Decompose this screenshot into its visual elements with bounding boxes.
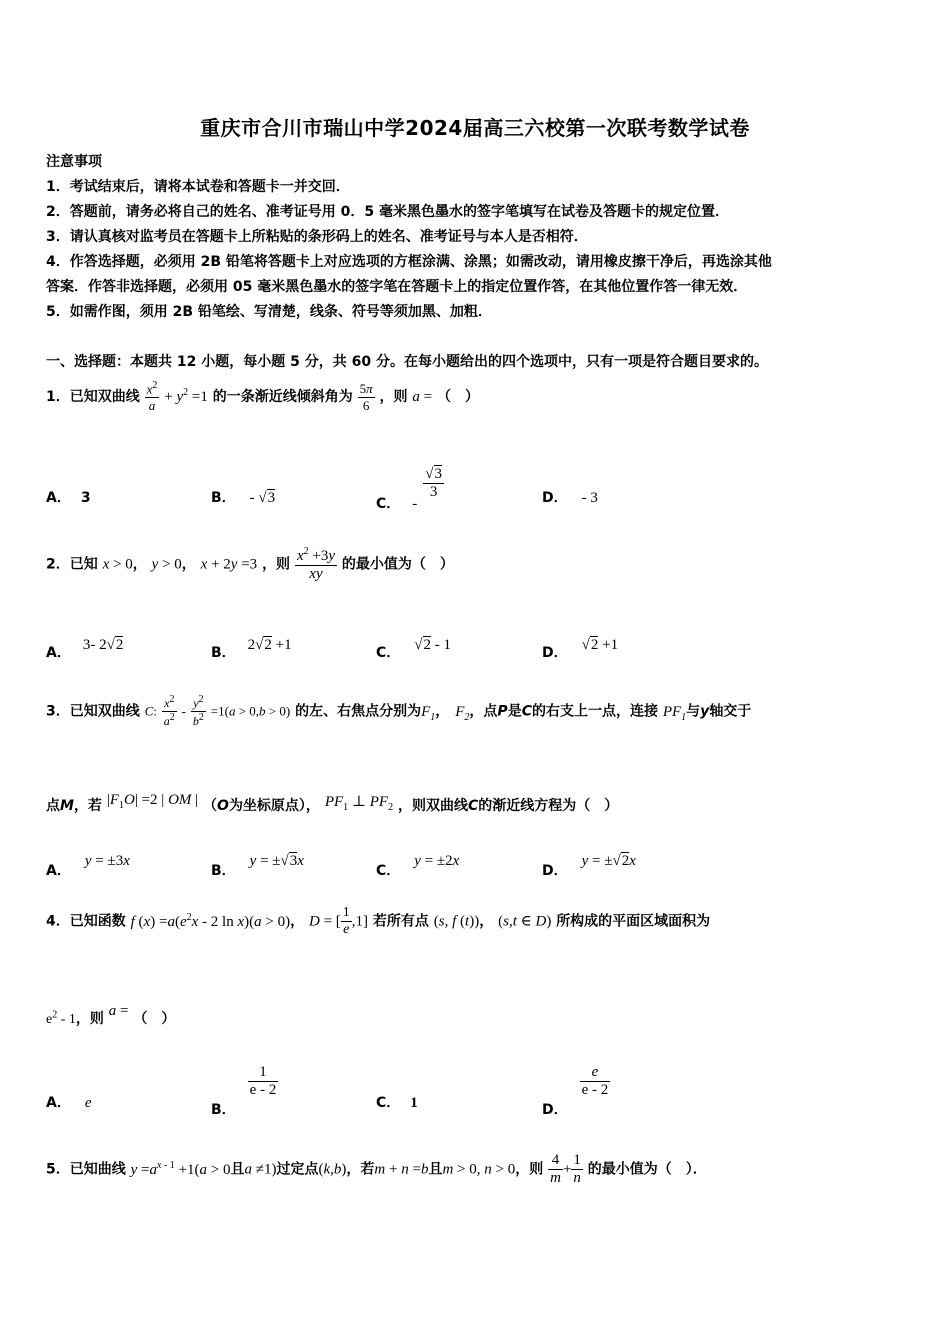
option-value: √2 +1	[581, 637, 619, 653]
option-value-sign: -	[412, 495, 418, 512]
q3-condition: $|F_1O| =2$ | OM |	[106, 792, 199, 811]
q2-cond-y: y	[151, 556, 159, 573]
q2-sep: ，	[132, 556, 147, 573]
q2-option-a[interactable]	[46, 634, 124, 661]
option-value: - 3	[581, 490, 598, 506]
q3-perp: $PF_1$ ⊥ $PF_2$	[324, 794, 394, 813]
q4-point: (s, f (t))	[433, 913, 480, 930]
q1-option-d[interactable]	[542, 487, 598, 507]
section-heading: 一、选择题：本题共 12 小题，每小题 5 分，共 60 分。在每小题给出的四个选项中，只有一项是符合题目要求的。	[46, 354, 768, 370]
q4-lead: 4．已知函数	[46, 913, 126, 930]
q2-cond-x: x	[102, 556, 110, 573]
option-value: 2√2 +1	[247, 637, 292, 653]
option-label: B．	[211, 863, 236, 879]
q2-option-d[interactable]	[542, 634, 619, 661]
q2-option-c[interactable]	[376, 634, 452, 661]
q1-tail: （ ）	[437, 389, 479, 406]
q3-frac-y: $\frac{y^2}{b^2}$	[192, 694, 204, 728]
q5-text: ，若	[346, 1161, 375, 1178]
option-value: - √3	[249, 490, 276, 506]
option-label: C．	[376, 645, 401, 661]
q1-option-c[interactable]	[376, 466, 444, 512]
option-label: D．	[542, 863, 568, 879]
q4-option-b[interactable]	[211, 1064, 278, 1118]
q3-lead: 3．已知双曲线	[46, 703, 140, 720]
option-value: y = ±2x	[414, 853, 460, 869]
q4-var: a	[108, 1003, 117, 1019]
q3-text: 的右支上一点，连接	[531, 703, 658, 720]
option-label: D．	[542, 645, 568, 661]
option-label: C．	[376, 1095, 401, 1111]
q2-sep: ，	[181, 556, 196, 573]
q1-var: a	[412, 389, 420, 406]
question-3-line-2	[46, 792, 619, 817]
q4-function: f $(x) =a(e^2x - 2$ ln x)(a > 0)	[130, 911, 291, 930]
q4-text: 若所有点	[372, 913, 429, 930]
q3-curve-c: C	[521, 703, 532, 720]
option-label: C．	[376, 863, 401, 879]
notice-item: 3．请认真核对监考员在答题卡上所粘贴的条形码上的姓名、准考证号与本人是否相符．	[46, 229, 588, 245]
q4-text: ，	[479, 913, 494, 930]
option-label: B．	[211, 1101, 236, 1118]
q3-text: 的渐近线方程为（ ）	[478, 798, 619, 814]
q3-text: 与	[686, 703, 701, 720]
q4-text: ，	[290, 913, 305, 930]
q3-text: ，	[435, 703, 450, 720]
option-label: B．	[211, 490, 236, 506]
notice-item: 5．如需作图，须用 2B 铅笔绘、写清楚，线条、符号等须加黑、加粗．	[46, 304, 492, 320]
question-3: 3．已知双曲线 C: $\frac{x^2}{a^2}$ - $\frac{y^2}{b^2}$ =1(a > 0,b > 0) 的左、右焦点分别为$F_1$， $F_2$，点P是C的右支上一点，连接 $PF_1$与y轴交于	[46, 694, 752, 728]
q4-text: 所构成的平面区域面积为	[556, 913, 711, 930]
q5-eq: m + n =b	[374, 1161, 429, 1178]
q3-option-a[interactable]	[46, 850, 130, 879]
option-value: 3- 2√2	[82, 637, 124, 653]
q3-text: 的左、右焦点分别为	[295, 703, 422, 720]
q3-curve: C	[144, 703, 154, 719]
question-4-line-2: $e^2 - 1$，则 a = （ ）	[46, 1003, 176, 1027]
q4-option-d[interactable]	[542, 1064, 610, 1118]
q3-text: ，点	[469, 703, 498, 720]
q3-text: ，若	[73, 798, 102, 814]
q2-then: ，则	[262, 556, 291, 573]
q3-text: 轴交于	[709, 703, 752, 720]
q3-text: 为坐标原点），	[228, 798, 320, 814]
q1-mid: 的一条渐近线倾斜角为	[212, 389, 353, 406]
q3-axis-y: y	[700, 703, 710, 720]
option-value: y = ±√3x	[249, 853, 304, 869]
option-value: y = ±3x	[84, 853, 130, 869]
option-value: 3	[80, 490, 91, 506]
question-2: 2．已知 x > 0， y > 0， x + 2y =3 ，则 $\frac{x^2 +3y}{xy}$ 的最小值为（ ）	[46, 546, 454, 582]
q5-text: 且	[428, 1161, 443, 1178]
q5-frac-2: $\frac{1}{n}$	[573, 1152, 581, 1186]
q4-domain-frac: $\frac{1}{e}$	[342, 905, 350, 937]
option-value: $\frac{e}{e - 2}$	[581, 1064, 609, 1098]
q4-condition: (s,t ∈ D)	[498, 913, 552, 930]
q3-text: （	[203, 798, 218, 814]
q3-option-b[interactable]	[211, 850, 304, 879]
q5-text: 且	[230, 1161, 245, 1178]
notice-item: 2．答题前，请务必将自己的姓名、准考证号用 0．5 毫米黑色墨水的签字笔填写在试卷及答题卡的规定位置．	[46, 204, 729, 220]
option-label: A．	[46, 645, 71, 661]
q3-origin: O	[217, 798, 229, 814]
q3-f1: $F_1$	[421, 703, 436, 723]
q5-lead: 5．已知曲线	[46, 1161, 126, 1178]
option-label: C．	[376, 495, 401, 512]
q3-option-c[interactable]	[376, 850, 460, 879]
q1-formula-rest: + $y^2 =1$	[164, 387, 208, 406]
q3-cond: =1(a > 0,b > 0)	[210, 703, 291, 719]
option-label: D．	[542, 1101, 568, 1118]
page-title: 重庆市合川市瑞山中学2024届高三六校第一次联考数学试卷	[200, 116, 750, 140]
q1-lead: 1．已知双曲线	[46, 389, 140, 406]
q5-curve: $y =a^{x - 1} +1(a > 0$	[130, 1159, 231, 1178]
q2-end: 的最小值为（ ）	[341, 556, 454, 573]
q1-hyperbola-formula: $\frac{x^2}{a}$	[146, 380, 158, 414]
notice-item: 答案．作答非选择题，必须用 05 毫米黑色墨水的签字笔在答题卡上的指定位置作答，在其他位置作答一律无效．	[46, 279, 748, 295]
q4-text: ，则	[75, 1011, 104, 1027]
q3-text: 点	[46, 798, 60, 814]
q4-area: $e^2 - 1$	[46, 1009, 76, 1027]
q4-option-c[interactable]	[376, 1092, 418, 1112]
notice-heading: 注意事项	[46, 154, 102, 170]
q1-angle: $\frac{5\pi}{6}$	[359, 380, 373, 413]
q5-frac-1: $\frac{4}{m}$	[550, 1152, 561, 1186]
q5-cond: a ≠1)	[244, 1161, 277, 1178]
q3-text: 是	[507, 703, 522, 720]
q5-text: ，则	[515, 1161, 544, 1178]
q4-option-a[interactable]	[46, 1092, 92, 1112]
option-value: √2 - 1	[414, 637, 452, 653]
q3-point-p: P	[497, 703, 508, 720]
q3-option-d[interactable]	[542, 850, 636, 879]
q1-option-b[interactable]	[211, 487, 275, 507]
q3-f2: $F_2$	[455, 703, 470, 723]
q2-option-b[interactable]	[211, 634, 292, 661]
option-value: 1	[410, 1095, 418, 1111]
option-label: A．	[46, 863, 71, 879]
option-label: A．	[46, 490, 71, 506]
q5-ineq: m > 0, n > 0	[442, 1161, 516, 1178]
q3-curve-c: C	[467, 798, 479, 814]
option-label: B．	[211, 645, 236, 661]
notice-item: 4．作答选择题，必须用 2B 铅笔将答题卡上对应选项的方框涂满、涂黑；如需改动，请用橡皮擦干净后，再选涂其他	[46, 254, 772, 270]
option-value: $\frac{√3}{3}$	[425, 466, 443, 500]
q3-text: ，则双曲线	[397, 798, 468, 814]
question-5: 5．已知曲线 $y =a^{x - 1} +1(a > 0$且a ≠1)过定点(k,b)，若m + n =b且m > 0, n > 0，则 $\frac{4}{m}$ + $\frac{1}{n}$ 的最小值为（ ）．	[46, 1152, 707, 1186]
q5-text: 过定点	[276, 1161, 319, 1178]
q2-cond-sum: x	[200, 556, 208, 573]
question-1: 1．已知双曲线 $\frac{x^2}{a}$ + $y^2 =1$ 的一条渐近线倾斜角为 $\frac{5\pi}{6}$ ，则 a = （ ）	[46, 380, 479, 414]
option-label: D．	[542, 490, 568, 506]
option-value: y = ±√2x	[581, 853, 636, 869]
q4-text: （ ）	[133, 1011, 176, 1027]
notice-item: 1．考试结束后，请将本试卷和答题卡一并交回．	[46, 179, 350, 195]
q3-point-m: M	[60, 798, 74, 814]
q1-end: ，则	[379, 389, 408, 406]
q5-point: (k,b)	[318, 1161, 347, 1178]
option-value: e	[84, 1095, 92, 1111]
q4-domain: D = [	[308, 913, 341, 930]
q3-pf1: $PF_1$	[662, 703, 687, 723]
option-value: $\frac{1}{e - 2}$	[249, 1064, 277, 1098]
q5-text: 的最小值为（ ）．	[587, 1161, 707, 1178]
question-4: 4．已知函数 f $(x) =a(e^2x - 2$ ln x)(a > 0)， D = [ $\frac{1}{e}$ ,1] 若所有点 (s, f (t))， (s,t ∈ D) 所构成的平面区域面积为	[46, 905, 711, 937]
q2-expression: $\frac{x^2 +3y}{xy}$	[296, 546, 335, 582]
q1-option-a[interactable]	[46, 487, 91, 507]
q2-lead: 2．已知	[46, 556, 98, 573]
option-label: A．	[46, 1095, 71, 1111]
q3-frac-x: $\frac{x^2}{a^2}$	[163, 694, 175, 728]
